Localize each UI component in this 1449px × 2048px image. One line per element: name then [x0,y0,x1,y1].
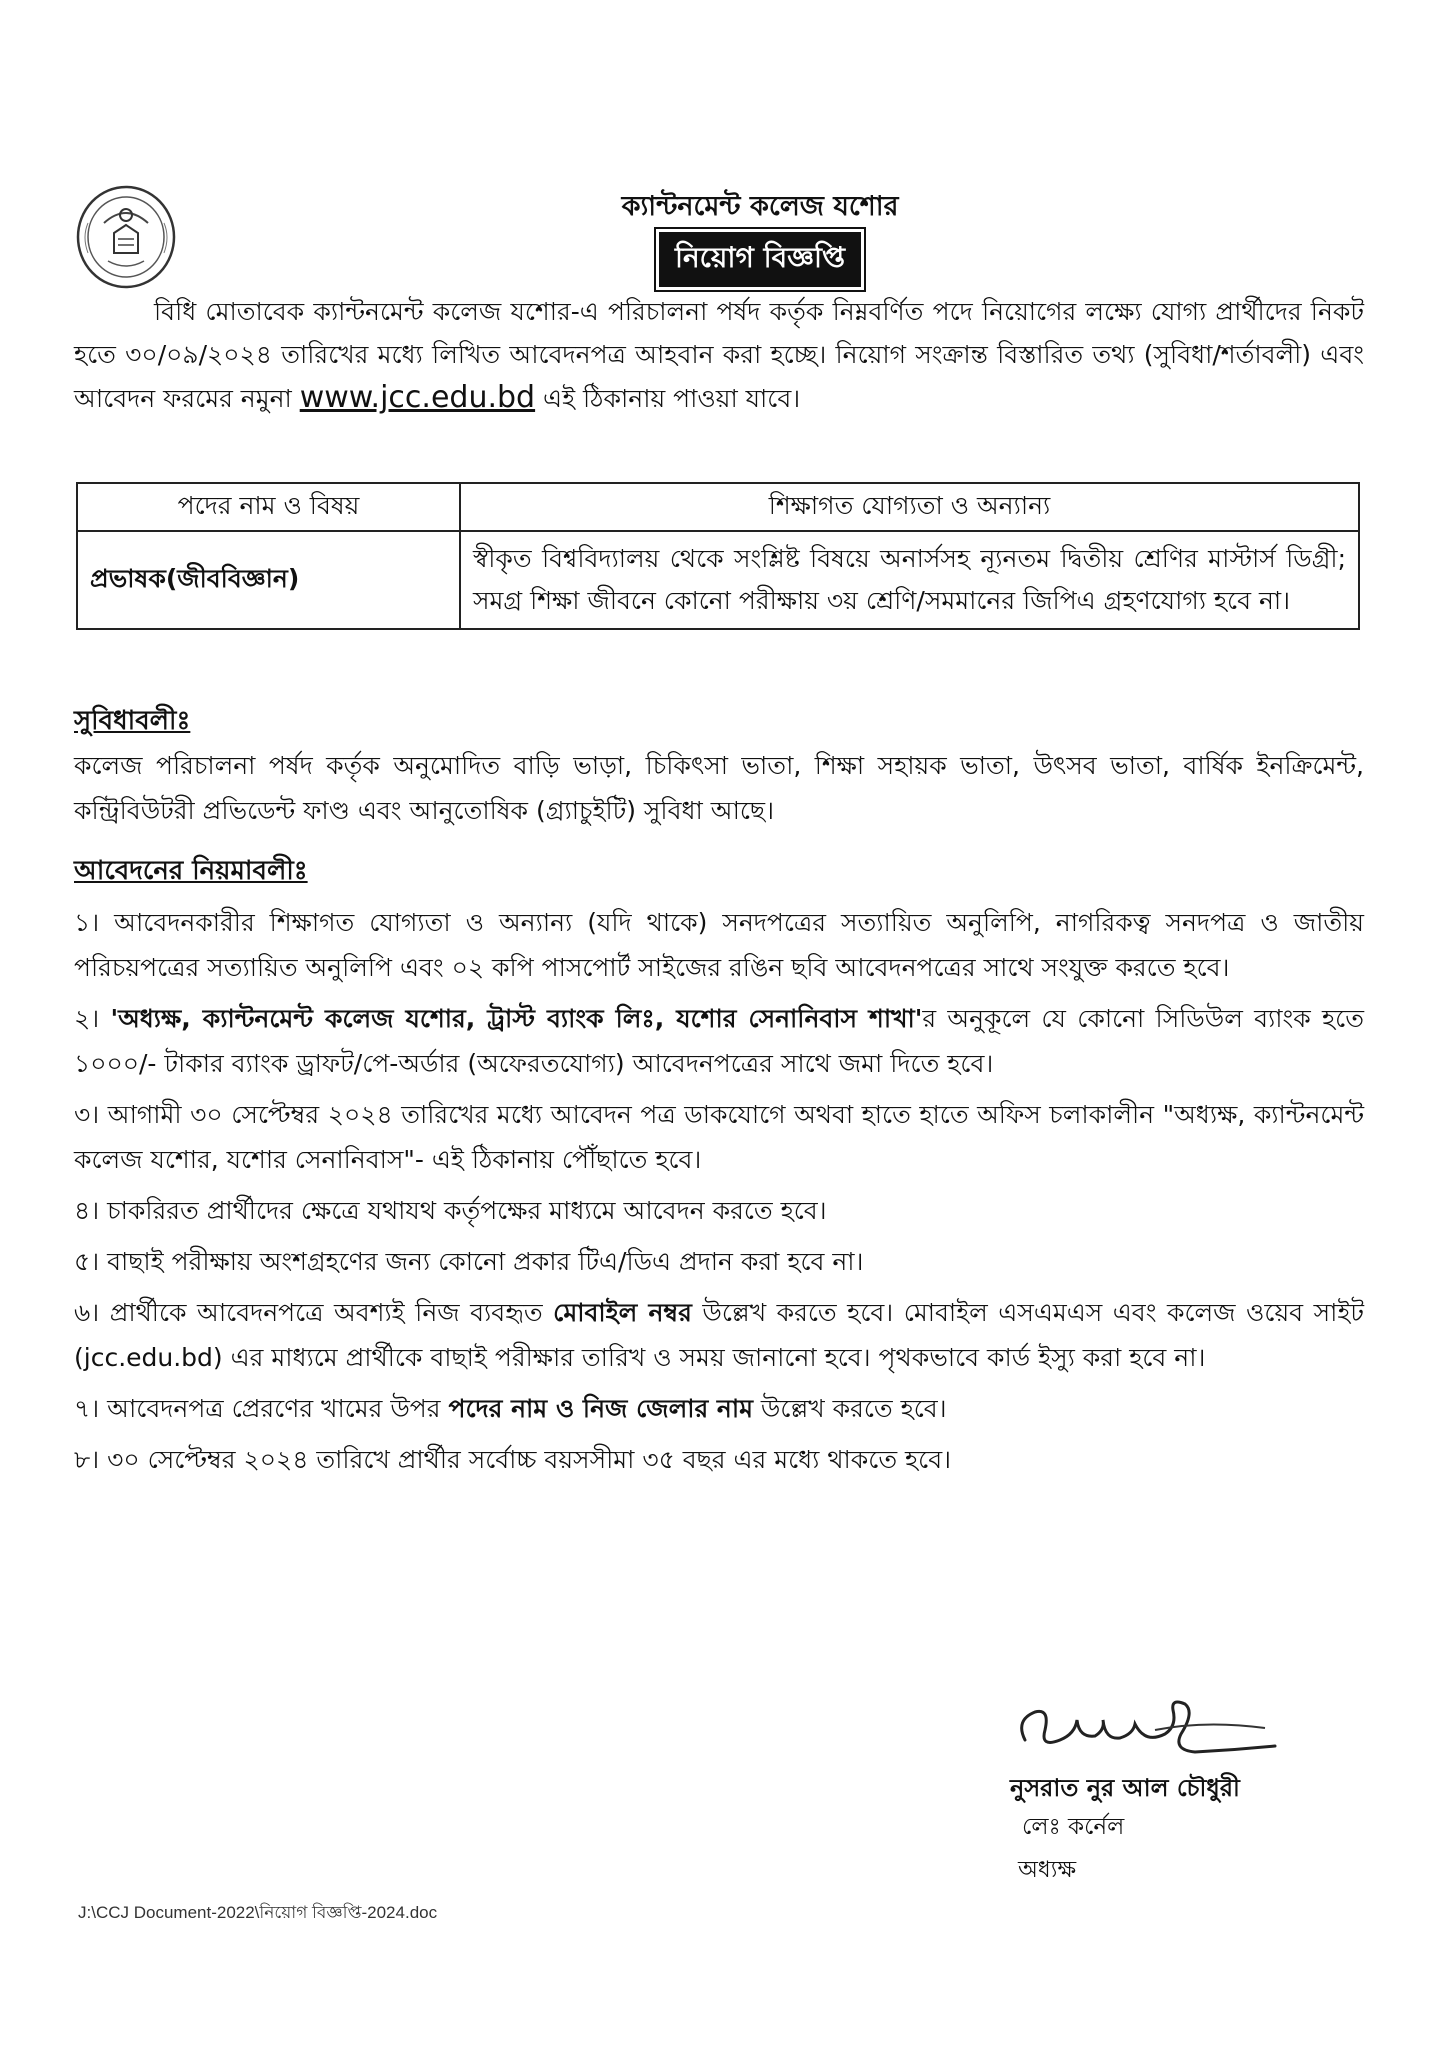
signatory-title: অধ্যক্ষ [1018,1857,1077,1883]
post-qualification-table [76,482,1360,630]
rules-heading: আবেদনের নিয়মাবলীঃ [74,856,308,886]
rule-item-6 [74,1290,1364,1380]
signatory-rank: লেঃ কর্নেল [1022,1814,1125,1840]
document-file-path: J:\CCJ Document-2022\নিয়োগ বিজ্ঞপ্তি-2024.doc [78,1903,438,1922]
rule-item-7 [74,1386,1364,1431]
rule-item-3: ৩। আগামী ৩০ সেপ্টেম্বর ২০২৪ তারিখের মধ্যে আবেদন পত্র ডাকযোগে অথবা হাতে হাতে অফিস চলাকালীন "অধ্যক্ষ, ক্যান্টনমেন্ট কলেজ যশোর, যশোর সেনানিবাস"- এই ঠিকানায় পৌঁছাতে হবে। [74,1100,1364,1174]
intro-paragraph [74,290,1364,420]
rule-item-1: ১। আবেদনকারীর শিক্ষাগত যোগ্যতা ও অন্যান্য (যদি থাকে) সনদপত্রের সত্যায়িত অনুলিপি, নাগরিকত্ব সনদপত্র ও জাতীয় পরিচয়পত্রের সত্যায়িত অনুলিপি এবং ০২ কপি পাসপোর্ট সাইজের রঙিন ছবি আবেদনপত্রের সাথে সংযুক্ত করতে হবে। [74,908,1364,982]
rule-item-4: ৪। চাকরিরত প্রার্থীদের ক্ষেত্রে যথাযথ কর্তৃপক্ষের মাধ্যমে আবেদন করতে হবে। [74,1196,827,1225]
rule-6-mobile-number: মোবাইল নম্বর [553,1298,692,1327]
intro-text-start: বিধি মোতাবেক ক্যান্টনমেন্ট কলেজ যশোর-এ পরিচালনা পর্ষদ কর্তৃক নিম্নবর্ণিত পদে নিয়োগের লক্ষ্যে যোগ্য প্রার্থীদের নিকট হতে ৩০/০৯/২০২৪ তারিখের মধ্যে লিখিত আবেদনপত্র আহবান করা হচ্ছে। নিয়োগ সংক্রান্ত বিস্তারিত তথ্য (সুবিধা/শর্তাবলী) এবং আবেদন ফরমের নমুনা [74,297,1364,413]
rule-item-2 [74,996,1364,1086]
intro-text-end: এই ঠিকানায় পাওয়া যাবে। [543,384,801,413]
signatory-name: নুসরাত নুর আল চৌধুরী [1010,1774,1240,1802]
column-header-post: পদের নাম ও বিষয় [77,483,460,531]
table-header-row [77,483,1359,531]
rule-6-text-start: ৬। প্রার্থীকে আবেদনপত্রে অবশ্যই নিজ ব্যবহৃত [74,1298,554,1327]
benefits-text: কলেজ পরিচালনা পর্ষদ কর্তৃক অনুমোদিত বাড়ি ভাড়া, চিকিৎসা ভাতা, শিক্ষা সহায়ক ভাতা, উৎসব ভাতা, বার্ষিক ইনক্রিমেন্ট, কন্ট্রিবিউটরী প্রভিডেন্ট ফাণ্ড এবং আনুতোষিক (গ্র্যাচুইটি) সুবিধা আছে। [74,751,1364,825]
post-name-cell: প্রভাষক(জীববিজ্ঞান) [77,531,460,629]
notice-title-wrap [380,232,1140,287]
college-name: ক্যান্টনমেন্ট কলেজ যশোর [621,191,899,222]
rule-item-8: ৮। ৩০ সেপ্টেম্বর ২০২৪ তারিখে প্রার্থীর সর্বোচ্চ বয়সসীমা ৩৫ বছর এর মধ্যে থাকতে হবে। [74,1445,952,1474]
qualification-cell: স্বীকৃত বিশ্ববিদ্যালয় থেকে সংশ্লিষ্ট বিষয়ে অনার্সসহ ন্যূনতম দ্বিতীয় শ্রেণির মাস্টার্স ডিগ্রী; সমগ্র শিক্ষা জীবনে কোনো পরীক্ষায় ৩য় শ্রেণি/সমমানের জিপিএ গ্রহণযোগ্য হবে না। [460,531,1359,629]
rules-list [74,900,1364,1488]
rule-2-text: র অনুকূলে যে কোনো সিডিউল ব্যাংক হতে ১০০০/- টাকার ব্যাংক ড্রাফট/পে-অর্ডার (অফেরতযোগ্য) আবেদনপত্রের সাথে জমা দিতে হবে। [74,1004,1364,1078]
signature-icon [1005,1690,1285,1770]
notice-title: নিয়োগ বিজ্ঞপ্তি [659,232,861,287]
benefits-heading: সুবিধাবলীঃ [74,706,191,736]
column-header-qualification: শিক্ষাগত যোগ্যতা ও অন্যান্য [460,483,1359,531]
rule-7-text-end: উল্লেখ করতে হবে। [752,1394,947,1423]
website-link[interactable]: www.jcc.edu.bd [299,380,536,415]
rule-item-5: ৫। বাছাই পরীক্ষায় অংশগ্রহণের জন্য কোনো প্রকার টিএ/ডিএ প্রদান করা হবে না। [74,1247,864,1276]
rule-2-number: ২। [74,1004,111,1033]
table-row [77,531,1359,629]
rule-7-text-start: ৭। আবেদনপত্র প্রেরণের খামের উপর [74,1394,449,1423]
rule-6-text-end: উল্লেখ করতে হবে। মোবাইল এসএমএস এবং কলেজ ওয়েব সাইট (jcc.edu.bd) এর মাধ্যমে প্রার্থীকে বাছাই পরীক্ষার তারিখ ও সময় জানানো হবে। পৃথকভাবে কার্ড ইস্যু করা হবে না। [74,1298,1364,1372]
college-crest-logo-icon [74,183,178,295]
rule-2-account-name: 'অধ্যক্ষ, ক্যান্টনমেন্ট কলেজ যশোর, ট্রাস্ট ব্যাংক লিঃ, যশোর সেনানিবাস শাখা' [110,1004,923,1033]
rule-7-envelope-info: পদের নাম ও নিজ জেলার নাম [448,1394,753,1423]
